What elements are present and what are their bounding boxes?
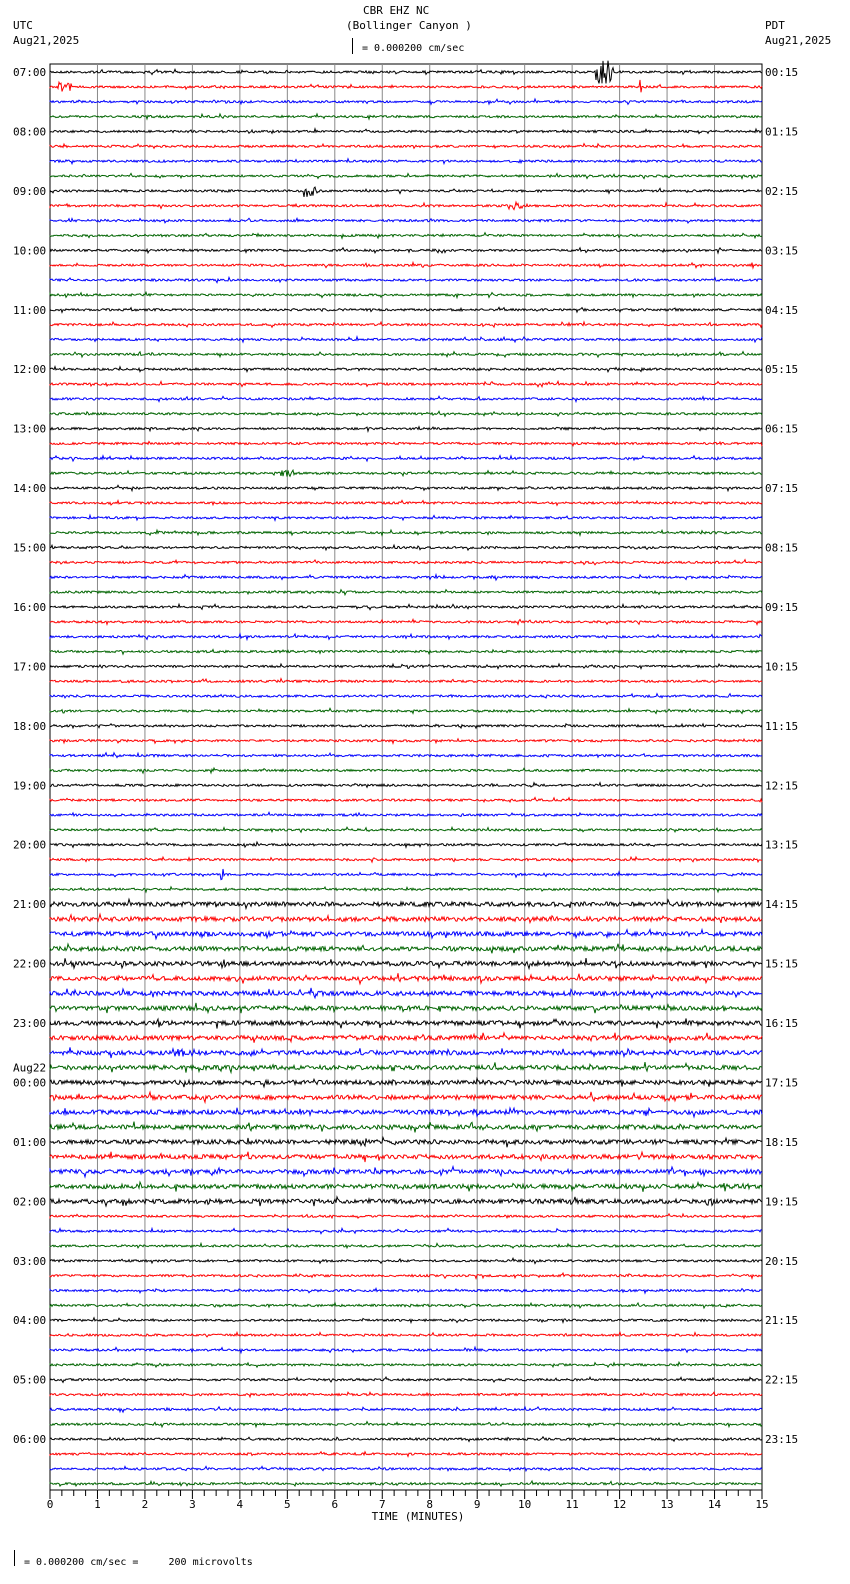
utc-hour-label: 19:00 (13, 779, 47, 793)
seismic-trace (50, 739, 762, 744)
seismic-trace (50, 1062, 762, 1073)
seismic-trace (50, 530, 762, 535)
seismic-trace (50, 456, 762, 461)
seismic-trace (50, 1481, 762, 1486)
seismic-trace (50, 887, 762, 892)
seismic-trace (50, 958, 762, 968)
utc-hour-label: 22:00 (13, 957, 47, 971)
pdt-hour-label: 17:15 (765, 1076, 799, 1090)
pdt-hour-label: 05:15 (765, 363, 799, 377)
x-tick-label: 10 (518, 1498, 532, 1511)
utc-hour-label: 18:00 (13, 719, 47, 733)
seismic-trace (50, 768, 762, 773)
station-title: CBR EHZ NC (363, 4, 430, 17)
seismic-trace (50, 694, 762, 698)
x-tick-label: 14 (707, 1498, 722, 1511)
utc-hour-label: 17:00 (13, 660, 47, 674)
x-tick-label: 9 (473, 1498, 481, 1511)
seismic-trace (50, 80, 762, 92)
pdt-hour-label: 21:15 (765, 1314, 799, 1328)
seismic-trace (50, 470, 762, 476)
seismic-trace (50, 869, 762, 880)
utc-hour-label: 21:00 (13, 898, 47, 912)
seismic-trace (50, 263, 762, 268)
utc-hour-label: 09:00 (13, 184, 47, 198)
seismic-trace (50, 1452, 762, 1457)
seismic-trace (50, 914, 762, 923)
utc-hour-label: 07:00 (13, 66, 47, 79)
pdt-hour-label: 13:15 (765, 838, 799, 852)
seismic-trace (50, 1152, 762, 1162)
x-tick-label: 11 (565, 1498, 579, 1511)
seismic-trace (50, 233, 762, 239)
seismic-trace (50, 1422, 762, 1427)
utc-hour-label: 11:00 (13, 303, 47, 317)
seismic-trace (50, 218, 762, 223)
pdt-hour-label: 11:15 (765, 719, 799, 733)
x-tick-label: 4 (236, 1498, 244, 1511)
seismic-trace (50, 812, 762, 816)
seismic-trace (50, 187, 762, 197)
utc-hour-label: 16:00 (13, 600, 47, 614)
seismic-trace (50, 367, 762, 372)
utc-hour-label: 03:00 (13, 1254, 47, 1268)
seismic-trace (50, 1197, 762, 1206)
seismic-trace (50, 1362, 762, 1367)
seismic-trace (50, 1182, 762, 1192)
seismic-trace (50, 988, 762, 998)
seismic-trace (50, 545, 762, 550)
seismic-trace (50, 1243, 762, 1248)
seismic-trace (50, 664, 762, 669)
footer-scale-label: = 0.000200 cm/sec = 200 microvolts (24, 1557, 253, 1568)
pdt-hour-label: 00:15 (765, 66, 799, 79)
seismic-trace (50, 1332, 762, 1337)
seismic-trace (50, 248, 762, 253)
seismic-trace (50, 1214, 762, 1218)
pdt-hour-label: 09:15 (765, 600, 799, 614)
seismic-trace (50, 1318, 762, 1323)
seismic-trace (50, 1167, 762, 1177)
pdt-hour-label: 23:15 (765, 1433, 799, 1447)
x-tick-label: 5 (284, 1498, 291, 1511)
pdt-hour-label: 06:15 (765, 422, 799, 436)
seismic-trace (50, 1347, 762, 1352)
seismic-trace (50, 1377, 762, 1382)
utc-hour-label: 08:00 (13, 125, 47, 139)
utc-hour-label: 00:00 (13, 1076, 47, 1090)
seismic-trace (50, 857, 762, 862)
pdt-hour-label: 20:15 (765, 1254, 799, 1268)
seismic-trace (50, 973, 762, 984)
pdt-hour-label: 15:15 (765, 957, 799, 971)
seismic-trace (50, 99, 762, 104)
seismic-trace (50, 634, 762, 639)
pdt-hour-label: 16:15 (765, 1017, 799, 1031)
seismic-trace (50, 827, 762, 832)
x-tick-label: 13 (660, 1498, 674, 1511)
seismic-trace (50, 679, 762, 683)
x-tick-label: 15 (755, 1498, 769, 1511)
utc-hour-label: 01:00 (13, 1135, 47, 1149)
pdt-hour-label: 03:15 (765, 244, 799, 258)
seismic-trace (50, 650, 762, 655)
seismic-trace (50, 575, 762, 580)
seismic-trace (50, 1392, 762, 1397)
pdt-hour-label: 07:15 (765, 482, 799, 496)
seismic-trace (50, 619, 762, 624)
seismic-trace (50, 842, 762, 847)
pdt-hour-label: 04:15 (765, 303, 799, 317)
seismic-trace (50, 307, 762, 312)
seismic-trace (50, 1108, 762, 1117)
seismic-trace (50, 114, 762, 119)
utc-hour-label: 13:00 (13, 422, 47, 436)
right-date: Aug21,2025 (765, 34, 832, 47)
seismic-trace (50, 708, 762, 713)
x-tick-label: 7 (378, 1498, 386, 1511)
utc-hour-label: 06:00 (13, 1433, 47, 1447)
utc-hour-label: 04:00 (13, 1314, 47, 1328)
pdt-hour-label: 12:15 (765, 779, 799, 793)
pdt-hour-label: 01:15 (765, 125, 799, 139)
seismic-trace (50, 352, 762, 358)
seismic-trace (50, 1303, 762, 1308)
seismic-trace (50, 1288, 762, 1293)
seismic-trace (50, 129, 762, 134)
pdt-hour-label: 22:15 (765, 1373, 799, 1387)
seismic-trace (50, 944, 762, 954)
seismic-trace (50, 337, 762, 342)
utc-hour-label: 14:00 (13, 482, 47, 496)
left-date: Aug21,2025 (13, 34, 80, 47)
x-tick-label: 1 (94, 1498, 101, 1511)
seismic-trace (50, 753, 762, 758)
pdt-hour-label: 19:15 (765, 1195, 799, 1209)
x-tick-label: 2 (141, 1498, 149, 1511)
seismic-trace (50, 292, 762, 297)
footer-scale-bar-icon (14, 1550, 15, 1566)
x-axis-label: TIME (MINUTES) (371, 1510, 465, 1523)
seismic-trace (50, 322, 762, 327)
utc-hour-label: 12:00 (13, 363, 47, 377)
seismic-trace (50, 396, 762, 401)
seismic-trace (50, 381, 762, 386)
utc-hour-label: 15:00 (13, 541, 47, 555)
seismic-trace (50, 144, 762, 149)
utc-hour-label: 10:00 (13, 244, 47, 258)
seismic-trace (50, 1122, 762, 1133)
seismic-trace (50, 277, 762, 282)
pdt-hour-label: 10:15 (765, 660, 799, 674)
seismic-trace (50, 1092, 762, 1102)
pdt-hour-label: 08:15 (765, 541, 799, 555)
seismic-trace (50, 1407, 762, 1412)
seismic-trace (50, 1033, 762, 1043)
seismic-trace (50, 798, 762, 803)
seismic-trace (50, 1047, 762, 1058)
seismic-trace (50, 159, 762, 164)
scale-label: = 0.000200 cm/sec (362, 43, 465, 54)
pdt-hour-label: 14:15 (765, 898, 799, 912)
seismic-trace (50, 560, 762, 565)
x-tick-label: 8 (426, 1498, 434, 1511)
x-tick-label: 12 (612, 1498, 627, 1511)
seismic-trace (50, 1258, 762, 1263)
seismic-trace (50, 724, 762, 728)
seismic-trace (50, 1019, 762, 1029)
seismic-trace (50, 899, 762, 908)
x-tick-label: 6 (331, 1498, 339, 1511)
seismic-trace (50, 930, 762, 939)
seismic-trace (50, 173, 762, 178)
seismic-trace (50, 590, 762, 595)
seismic-trace (50, 604, 762, 609)
seismic-trace (50, 515, 762, 520)
seismic-trace (50, 1003, 762, 1013)
seismic-trace (50, 1078, 762, 1087)
utc-hour-label: 20:00 (13, 838, 47, 852)
seismic-trace (50, 411, 762, 416)
seismic-trace (50, 1273, 762, 1278)
pdt-hour-label: 02:15 (765, 184, 799, 198)
pdt-hour-label: 18:15 (765, 1135, 799, 1149)
left-timezone: UTC (13, 19, 33, 32)
utc-hour-label: 23:00 (13, 1017, 47, 1031)
seismic-trace (50, 427, 762, 432)
seismic-trace (50, 1437, 762, 1442)
right-timezone: PDT (765, 19, 785, 32)
seismic-trace (50, 1138, 762, 1148)
utc-hour-label: 05:00 (13, 1373, 47, 1387)
seismic-trace (50, 1228, 762, 1233)
x-tick-label: 0 (46, 1498, 54, 1511)
seismic-trace (50, 1466, 762, 1471)
station-location: (Bollinger Canyon ) (346, 19, 472, 32)
x-tick-label: 3 (189, 1498, 196, 1511)
seismic-trace (50, 485, 762, 491)
seismic-trace (50, 202, 762, 209)
seismic-trace (50, 442, 762, 447)
seismic-trace (50, 500, 762, 505)
utc-hour-label: 02:00 (13, 1195, 47, 1209)
seismic-trace (50, 783, 762, 788)
date-change-label: Aug22 (13, 1061, 47, 1075)
